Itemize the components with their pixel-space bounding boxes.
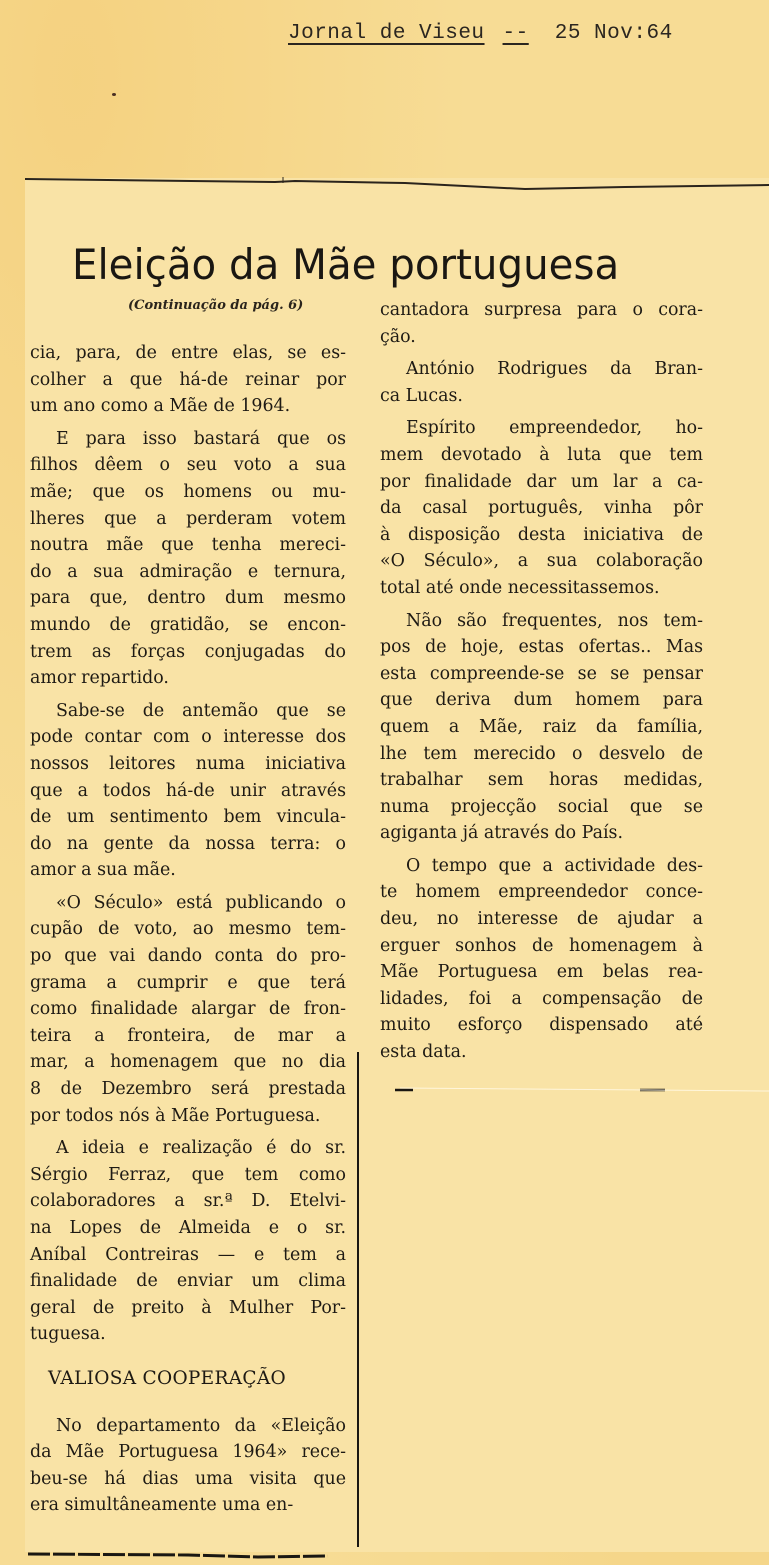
text-line: A ideia e realização é do sr. — [56, 1138, 346, 1159]
text-line: O tempo que a actividade des- — [406, 855, 703, 876]
article-paragraph — [30, 1413, 346, 1519]
text-line: mãe; que os homens ou mu- — [30, 481, 346, 502]
text-line: Não são frequentes, nos tem- — [406, 610, 703, 631]
column-end-rule — [395, 1078, 769, 1084]
text-line: que a todos há-de unir através — [30, 780, 346, 801]
text-line: No departamento da «Eleição — [56, 1415, 346, 1436]
section-subheading: VALIOSA COOPERAÇÃO — [48, 1367, 286, 1389]
publication-date: 25 Nov:64 — [554, 22, 673, 45]
text-line: Mãe Portuguesa em belas rea- — [380, 962, 703, 983]
text-line: trem as forças conjugadas do — [30, 641, 346, 662]
text-line: da casal português, vinha pôr — [380, 498, 703, 519]
text-line: total até onde necessitassemos. — [380, 577, 660, 598]
clipping-top-rule — [25, 177, 769, 191]
text-line: agiganta já através do País. — [380, 823, 623, 844]
text-line: amor a sua mãe. — [30, 860, 176, 881]
text-line: de um sentimento bem vincula- — [30, 807, 346, 828]
text-line: 8 de Dezembro será prestada — [30, 1079, 346, 1100]
text-line: da Mãe Portuguesa 1964» rece- — [30, 1442, 346, 1463]
text-line: te homem empreendedor conce- — [380, 882, 703, 903]
clipping-bottom-rule — [28, 1544, 358, 1552]
text-line: do a sua admiração e ternura, — [30, 561, 346, 582]
article-title: Eleição da Mãe portuguesa — [72, 240, 620, 290]
article-paragraph — [30, 340, 346, 420]
article-paragraph — [30, 890, 346, 1129]
text-line: era simultâneamente uma en- — [30, 1495, 294, 1516]
text-line: «O Século» está publicando o — [56, 892, 346, 913]
text-line: por todos nós à Mãe Portuguesa. — [30, 1105, 321, 1126]
text-line: António Rodrigues da Bran- — [406, 359, 703, 380]
text-line: quem a Mãe, raiz da família, — [380, 716, 703, 737]
text-line: do na gente da nossa terra: o — [30, 833, 346, 854]
text-line: na Lopes de Almeida e o sr. — [30, 1218, 346, 1238]
text-line: mundo de gratidão, se encon- — [30, 614, 346, 635]
text-line: erguer sonhos de homenagem à — [380, 935, 703, 956]
text-line: numa projecção social que se — [380, 796, 703, 817]
text-line: Sérgio Ferraz, que tem como — [30, 1164, 346, 1185]
text-line: filhos dêem o seu voto a sua — [30, 455, 346, 476]
text-line: trabalhar sem horas medidas, — [380, 770, 703, 791]
text-line: grama a cumprir e que terá — [30, 972, 346, 993]
text-line: como finalidade alargar de fron- — [30, 999, 346, 1020]
text-line: nossos leitores numa iniciativa — [30, 753, 346, 774]
text-line: ca Lucas. — [380, 385, 463, 406]
article-paragraph — [380, 853, 703, 1066]
header-separator: -- — [502, 22, 529, 45]
text-line: colher a que há-de reinar por — [30, 369, 346, 390]
article-paragraph — [30, 698, 346, 884]
ink-speck — [112, 93, 116, 96]
article-paragraph — [380, 297, 703, 350]
text-line: cia, para, de entre elas, se es- — [30, 343, 346, 363]
text-line: colaboradores a sr.ª D. Etelvi- — [30, 1191, 346, 1212]
article-left-column — [30, 340, 346, 1519]
text-line: muito esforço dispensado até — [380, 1015, 703, 1036]
text-line: mem devotado à luta que tem — [380, 444, 703, 465]
continuation-note: (Continuação da pág. 6) — [128, 298, 304, 313]
article-paragraph — [30, 1135, 346, 1348]
publication-name: Jornal de Viseu — [288, 22, 485, 45]
clipping-source-header — [256, 22, 673, 45]
text-line: geral de preito à Mulher Por- — [30, 1297, 346, 1318]
text-line: beu-se há dias uma visita que — [30, 1468, 346, 1489]
text-line: finalidade de enviar um clima — [30, 1271, 346, 1292]
text-line: teira a fronteira, de mar a — [30, 1025, 346, 1046]
article-paragraph — [380, 608, 703, 847]
text-line: lhe tem merecido o desvelo de — [380, 743, 703, 764]
text-line: pode contar com o interesse dos — [30, 727, 346, 748]
text-line: lidades, foi a compensação de — [380, 988, 703, 1009]
article-right-column — [380, 297, 703, 1066]
article-paragraph — [380, 356, 703, 409]
text-line: um ano como a Mãe de 1964. — [30, 396, 291, 417]
text-line: amor repartido. — [30, 668, 169, 689]
text-line: lheres que a perderam votem — [30, 508, 346, 529]
text-line: para que, dentro dum mesmo — [30, 588, 346, 609]
text-line: Espírito empreendedor, ho- — [406, 418, 703, 439]
text-line: po que vai dando conta do pro- — [30, 946, 346, 967]
text-line: que deriva dum homem para — [380, 690, 703, 711]
text-line: por finalidade dar um lar a ca- — [380, 471, 703, 492]
text-line: Sabe-se de antemão que se — [56, 700, 346, 721]
text-line: esta data. — [380, 1042, 467, 1063]
article-paragraph — [380, 415, 703, 601]
text-line: Aníbal Contreiras — e tem a — [30, 1244, 346, 1265]
text-line: noutra mãe que tenha mereci- — [30, 535, 346, 556]
text-line: deu, no interesse de ajudar a — [380, 909, 703, 930]
column-divider-rule — [357, 1052, 359, 1547]
article-paragraph — [30, 426, 346, 692]
text-line: esta compreende-se se se pensar — [380, 663, 703, 684]
text-line: E para isso bastará que os — [56, 428, 346, 449]
text-line: ção. — [380, 326, 416, 347]
text-line: tuguesa. — [30, 1324, 106, 1345]
text-line: à disposição desta iniciativa de — [380, 524, 703, 545]
text-line: cupão de voto, ao mesmo tem- — [30, 919, 346, 940]
text-line: cantadora surpresa para o cora- — [380, 300, 703, 320]
text-line: mar, a homenagem que no dia — [30, 1052, 346, 1073]
text-line: pos de hoje, estas ofertas.. Mas — [380, 637, 703, 658]
text-line: «O Século», a sua colaboração — [380, 551, 703, 572]
